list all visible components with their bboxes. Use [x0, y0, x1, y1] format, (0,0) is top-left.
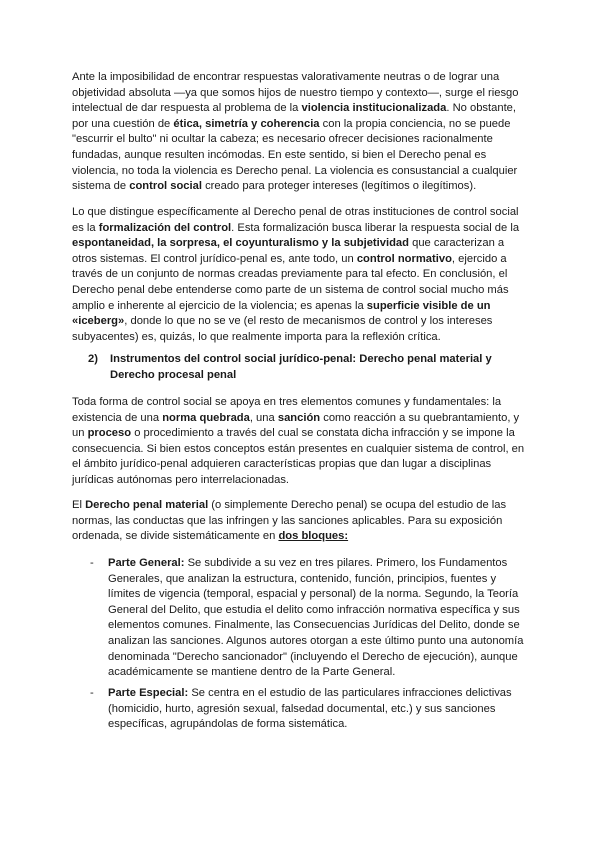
- bullet-text: [108, 686, 530, 733]
- paragraph-formalizacion-control: [72, 205, 532, 345]
- bullet-body: Se centra en el estudio de las particulares infracciones delictivas (homicidio, hurto, agresión sexual, falsedad documental, etc.) y sus sanciones específicas, agrupándolas de forma sistemática.: [108, 687, 512, 731]
- bold-term: violencia institucionalizada: [301, 102, 447, 115]
- bold-term: control social: [129, 180, 202, 193]
- bold-term: ética, simetría y coherencia: [173, 117, 320, 130]
- paragraph-elementos-control: [72, 395, 532, 489]
- bullet-dash: -: [90, 687, 94, 699]
- section-heading: [88, 352, 528, 383]
- bullet-parte-especial: [92, 686, 530, 733]
- text-run: Lo que distingue específicamente al Derecho penal de otras instituciones de control social es la: [72, 206, 519, 234]
- bold-term: proceso: [87, 427, 132, 440]
- text-run: (o simplemente Derecho penal) se ocupa del estudio de las normas, las conductas que las infringen y las sanciones aplicables. Para su exposición ordenada, se divide sistemáticamente en: [72, 499, 507, 543]
- text-run: Ante la imposibilidad de encontrar respuestas valorativamente neutras o de lograr una objetividad absoluta —ya que somos hijos de nuestro tiempo y contexto—, surge el riesgo intelectual de dar respuesta al problema de la: [72, 71, 519, 115]
- bold-term: espontaneidad, la sorpresa, el coyunturalismo y la subjetividad: [72, 237, 409, 250]
- text-run: Toda forma de control social se apoya en tres elementos comunes y fundamentales: la existencia de una: [72, 396, 502, 424]
- bold-term: formalización del control: [98, 221, 232, 234]
- bold-term: sanción: [277, 411, 321, 424]
- text-run: , una: [249, 411, 278, 424]
- heading-text: Instrumentos del control social jurídico-penal: Derecho penal material y Derecho procesal penal: [110, 353, 492, 381]
- text-run: . Esta formalización busca liberar la respuesta social de la: [231, 221, 520, 234]
- heading-number: 2): [88, 353, 98, 365]
- bold-term: norma quebrada: [162, 411, 250, 424]
- text-run: o procedimiento a través del cual se constata dicha infracción y se impone la consecuencia. Si bien estos conceptos están presentes en cualquier sistema de control, en el ámbito jurídico-penal adquieren características propias que dan lugar a disciplinas jurídicas autónomas pero interrelacionadas.: [72, 427, 525, 486]
- text-run: que caracterizan a otros sistemas. El control jurídico-penal es, ante todo, un: [72, 237, 505, 265]
- text-run: . No obstante, por una cuestión de: [72, 102, 517, 130]
- paragraph-derecho-penal-material: [72, 498, 532, 545]
- paragraph-violencia-institucionalizada: [72, 70, 532, 195]
- text-run: , donde lo que no se ve (el resto de mecanismos de control y los intereses subyacentes) es, quizás, lo que realmente importa para la reflexión crítica.: [72, 315, 493, 343]
- bullet-text: [108, 556, 530, 681]
- text-run: como reacción a su quebrantamiento, y un: [72, 411, 520, 440]
- bullet-title: Parte General:: [108, 557, 185, 569]
- underlined-term: dos bloques:: [278, 530, 349, 543]
- bullet-body: Se subdivide a su vez en tres pilares. Primero, los Fundamentos Generales, que analizan la estructura, contenido, función, principios, fuentes y límites de vigencia (temporal, espacial y personal) de la norma. Segundo, la Teoría General del Delito, que estudia el delito como infracción normativa específica y sus elementos comunes. Finalmente, las Consecuencias Jurídicas del Delito, donde se analizan las sanciones. Algunos autores otorgan a este último punto una autonomía denominada "Derecho sancionador" (incluyendo el Derecho de ejecución), aunque académicamente se mantiene dentro de la Parte General.: [108, 557, 524, 679]
- text-run: El: [72, 499, 86, 511]
- bold-term: superficie visible de un «iceberg»: [72, 299, 491, 328]
- bold-term: Derecho penal material: [85, 499, 209, 511]
- bullet-dash: -: [90, 557, 94, 569]
- text-run: creado para proteger intereses (legítimos o ilegítimos).: [201, 180, 477, 193]
- bullet-parte-general: [92, 556, 530, 681]
- text-run: con la propia conciencia, no se puede "escurrir el bulto" ni ocultar la cabeza; es necesario ofrecer decisiones racionalmente fundadas, aunque resulten incómodas. En este sentido, si bien el Derecho penal es violencia, no toda la violencia es Derecho penal. La violencia es consustancial a cualquier sistema de: [72, 117, 518, 193]
- bullet-title: Parte Especial:: [108, 687, 189, 699]
- bold-term: control normativo: [356, 252, 452, 265]
- text-run: , ejercido a través de un conjunto de normas creadas previamente para tal efecto. En conclusión, el Derecho penal debe entenderse como parte de un sistema de control social mucho más amplio e inherente al ejercicio de la violencia; es apenas la: [72, 252, 509, 312]
